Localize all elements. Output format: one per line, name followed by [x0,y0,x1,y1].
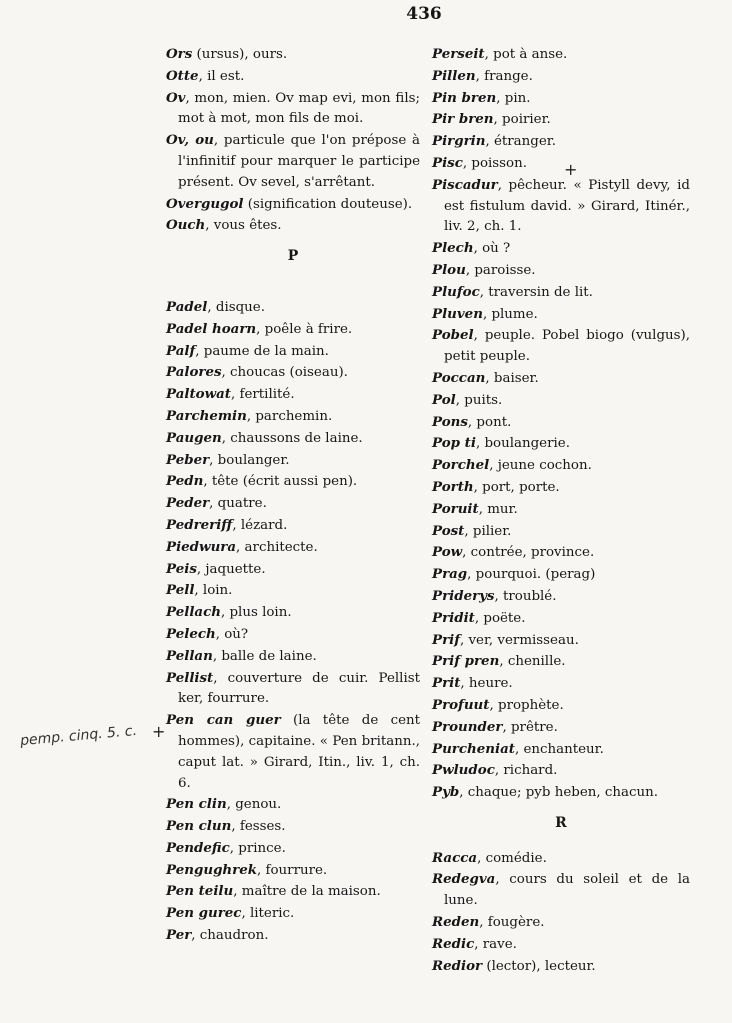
dictionary-entry [432,412,690,434]
entry-headword: Pin bren [432,89,497,106]
entry-definition: , parchemin. [246,408,333,424]
entry-definition: , plume. [482,306,538,322]
entry-definition: , contrée, province. [462,545,595,561]
entry-headword: Pen clin [166,796,227,813]
dictionary-entry [166,580,420,602]
entry-definition: , plus loin. [220,605,292,621]
entry-definition: , paroisse. [465,262,536,278]
entry-headword: Post [432,522,465,539]
entry-definition: , quatre. [209,496,267,512]
dictionary-entry [166,537,420,559]
entry-headword: Redegva [432,871,496,888]
entry-definition: , fertilité. [230,387,295,403]
dictionary-entry [166,319,420,341]
dictionary-entry [166,646,420,668]
entry-headword: Prounder [432,718,503,735]
entry-definition: , poëte. [474,610,526,626]
cross-mark-icon: + [564,160,578,179]
dictionary-entry [432,521,690,543]
dictionary-entry [432,912,690,934]
entry-headword: Profuut [432,696,490,713]
entry-definition: , boulangerie. [475,436,570,452]
dictionary-entry [432,390,690,412]
entry-definition: , baiser. [485,370,539,386]
entry-headword: Reden [432,914,480,931]
entry-definition: , pourquoi. (perag) [467,567,596,583]
entry-headword: Overgugol [166,195,244,212]
dictionary-entry [166,515,420,537]
dictionary-entry [432,956,690,978]
dictionary-entry [432,153,690,175]
dictionary-entry [166,903,420,925]
entry-headword: Pir bren [432,111,494,128]
entry-headword: Pow [432,544,463,561]
right-column [432,44,690,977]
dictionary-entry [432,717,690,739]
entry-headword: Padel hoarn [166,320,257,337]
entry-definition: , fourrure. [257,862,328,878]
dictionary-entry [166,297,420,319]
dictionary-entry [166,450,420,472]
entry-headword: Pell [166,582,195,599]
entry-headword: Paugen [166,429,222,446]
entry-headword: Racca [432,849,478,866]
entry-headword: Peber [166,451,210,468]
entry-headword: Ov, ou [166,132,214,149]
entry-definition: , loin. [194,583,233,599]
entry-definition: , pêcheur. « Pistyll devy, id est fistulum david. » Girard, Itinér., liv. 2, ch. 1. [444,177,690,235]
entry-definition: , prince. [229,840,286,856]
entry-definition: , heure. [460,676,513,692]
dictionary-entry [432,608,690,630]
dictionary-entry [432,586,690,608]
dictionary-entry [166,668,420,711]
entry-definition: , jeune cochon. [489,458,592,474]
entry-definition: , chaque; pyb heben, chacun. [459,785,658,801]
entry-definition: , traversin de lit. [479,284,593,300]
entry-headword: Poccan [432,369,486,386]
dictionary-entry [432,131,690,153]
entry-headword: Palores [166,364,222,381]
entry-definition: , pont. [467,414,512,430]
dictionary-entry [432,651,690,673]
entry-headword: Pwludoc [432,762,495,779]
entry-definition: (ursus), ours. [192,47,288,62]
dictionary-entry [166,816,420,838]
entry-definition: , puits. [455,392,503,408]
entry-definition: , frange. [475,68,533,84]
entry-definition: , vous êtes. [205,218,282,234]
dictionary-entry [166,88,420,131]
entry-definition: , mur. [478,501,518,517]
entry-headword: Pelech [166,625,216,642]
entry-headword: Purcheniat [432,740,515,757]
entry-definition: , poêle à frire. [256,321,353,337]
entry-definition: , pilier. [464,523,512,539]
entry-definition: , lézard. [232,517,288,533]
entry-definition: , prêtre. [502,719,558,735]
entry-headword: Pellach [166,604,221,621]
dictionary-entry [432,325,690,368]
entry-headword: Parchemin [166,407,247,424]
entry-headword: Prif pren [432,653,500,670]
dictionary-entry [166,428,420,450]
dictionary-entry [166,362,420,384]
entry-definition: , boulanger. [209,452,290,468]
entry-headword: Pirgrin [432,133,486,150]
dictionary-entry [166,130,420,193]
dictionary-entry [432,739,690,761]
entry-definition: (lector), lecteur. [482,958,596,974]
entry-definition: , cours du soleil et de la lune. [444,872,690,909]
entry-definition: , jaquette. [196,561,266,577]
dictionary-entry [166,384,420,406]
dictionary-entry [166,44,420,66]
entry-definition: , architecte. [236,539,318,555]
left-column [166,44,420,947]
entry-definition: , enchanteur. [514,741,604,757]
entry-definition: , chenille. [499,654,566,670]
entry-definition: , disque. [207,299,265,315]
entry-definition: , où ? [473,241,511,257]
entry-definition: , port, porte. [473,479,560,495]
entry-definition: , poisson. [462,155,527,171]
dictionary-entry [432,260,690,282]
entry-headword: Pedreriff [166,516,233,533]
entry-definition: , literic. [241,906,295,922]
dictionary-entry [166,66,420,88]
entry-headword: Pridit [432,609,475,626]
entry-headword: Paltowat [166,386,231,403]
dictionary-entry [166,194,420,216]
entry-headword: Pen clun [166,818,232,835]
dictionary-entry [166,794,420,816]
entry-definition: , où? [215,626,249,642]
entry-definition: , richard. [494,763,558,779]
entry-definition: , tête (écrit aussi pen). [203,474,358,490]
margin-annotation: pemp. cinq. 5. c. [19,722,138,750]
cross-mark-icon: + [152,722,166,741]
entry-definition: , il est. [198,68,245,84]
entry-definition: , mon, mien. Ov map evi, mon fils; mot à mot, mon fils de moi. [178,90,420,127]
entry-definition: , comédie. [477,850,547,866]
dictionary-entry [166,341,420,363]
entry-headword: Ouch [166,217,206,234]
entry-headword: Redic [432,935,475,952]
dictionary-entry [166,559,420,581]
dictionary-entry [166,624,420,646]
dictionary-entry [432,238,690,260]
entry-definition: , peuple. Pobel biogo (vulgus), petit peuple. [444,328,690,365]
entry-headword: Pen teilu [166,883,234,900]
section-letter: P [287,248,299,265]
entry-definition: , prophète. [489,697,564,713]
entry-headword: Perseit [432,46,485,62]
entry-headword: Pol [432,391,456,408]
page-number: 436 [406,4,442,24]
entry-headword: Prif [432,631,460,648]
entry-definition: , choucas (oiseau). [221,365,348,381]
entry-definition: , fesses. [231,819,286,835]
dictionary-entry [432,848,690,870]
dictionary-entry [166,602,420,624]
dictionary-entry [432,869,690,912]
dictionary-entry [166,471,420,493]
entry-definition: , ver, vermisseau. [459,632,579,648]
entry-headword: Pellist [166,669,214,686]
entry-headword: Porchel [432,457,490,474]
dictionary-entry [432,368,690,390]
dictionary-entry [432,304,690,326]
entry-definition: , genou. [226,797,282,813]
entry-headword: Padel [166,298,208,315]
entry-headword: Pellan [166,647,213,664]
entry-headword: Priderys [432,587,495,604]
entry-definition: (signification douteuse). [243,196,413,212]
entry-headword: Pedn [166,473,204,490]
entry-definition: , paume de la main. [195,343,329,359]
entry-headword: Plou [432,261,466,278]
dictionary-entry [432,88,690,110]
entry-headword: Pengughrek [166,861,258,878]
entry-definition: , chaussons de laine. [221,430,363,446]
entry-headword: Pisc [432,154,463,171]
entry-definition: , fougère. [479,915,545,931]
dictionary-entry [166,860,420,882]
dictionary-entry [432,673,690,695]
entry-headword: Pons [432,413,468,430]
dictionary-entry [432,175,690,238]
entry-definition: , balle de laine. [212,648,317,664]
dictionary-entry [432,455,690,477]
entry-headword: Pen can guer [166,712,281,729]
dictionary-entry [432,44,690,66]
dictionary-entry [166,493,420,515]
entry-headword: Otte [166,67,199,84]
entry-headword: Pop ti [432,435,476,452]
dictionary-entry [432,499,690,521]
entry-headword: Ov [166,89,186,106]
dictionary-entry [432,760,690,782]
dictionary-entry [432,433,690,455]
dictionary-entry [166,925,420,947]
entry-headword: Porth [432,478,474,495]
entry-definition: , maître de la maison. [233,884,381,900]
entry-definition: (la tête de cent hommes), capitaine. « Pen britann., caput lat. » Girard, Itin., liv. 1, ch. 6. [178,713,420,791]
entry-definition: , poirier. [493,112,551,128]
entry-headword: Prag [432,566,468,583]
section-letter: R [555,814,567,831]
dictionary-entry [166,406,420,428]
dictionary-entry [166,838,420,860]
entry-headword: Peis [166,560,197,577]
entry-headword: Ors [166,46,193,62]
entry-headword: Pendefic [166,839,230,856]
dictionary-entry [432,695,690,717]
dictionary-entry [432,109,690,131]
dictionary-entry [432,66,690,88]
entry-headword: Palf [166,342,196,359]
entry-headword: Plufoc [432,283,480,300]
dictionary-entry [166,881,420,903]
entry-headword: Pluven [432,305,483,322]
entry-headword: Prit [432,675,461,692]
entry-definition: , rave. [474,936,517,952]
entry-headword: Peder [166,495,210,512]
entry-headword: Pillen [432,67,476,84]
entry-headword: Pen gurec [166,905,242,922]
dictionary-entry [432,630,690,652]
dictionary-entry [166,215,420,237]
dictionary-entry [432,542,690,564]
entry-headword: Plech [432,240,474,257]
entry-definition: , troublé. [494,588,557,604]
entry-headword: Pyb [432,784,460,801]
entry-definition: , pot à anse. [484,47,568,62]
entry-headword: Pobel [432,327,474,344]
entry-headword: Per [166,927,192,944]
entry-headword: Piedwura [166,538,237,555]
dictionary-entry [166,710,420,794]
dictionary-entry [432,564,690,586]
entry-definition: , couverture de cuir. Pellist ker, fourrure. [178,670,420,707]
entry-definition: , pin. [496,90,531,106]
entry-headword: Piscadur [432,176,498,193]
entry-definition: , chaudron. [191,928,269,944]
dictionary-entry [432,477,690,499]
entry-headword: Poruit [432,500,479,517]
entry-definition: , étranger. [485,134,556,150]
dictionary-entry [432,782,690,804]
entry-headword: Redior [432,957,483,974]
dictionary-entry [432,934,690,956]
entry-definition: , particule que l'on prépose à l'infinitif pour marquer le participe présent. Ov sevel, s'arrêtant. [178,133,420,190]
dictionary-entry [432,282,690,304]
